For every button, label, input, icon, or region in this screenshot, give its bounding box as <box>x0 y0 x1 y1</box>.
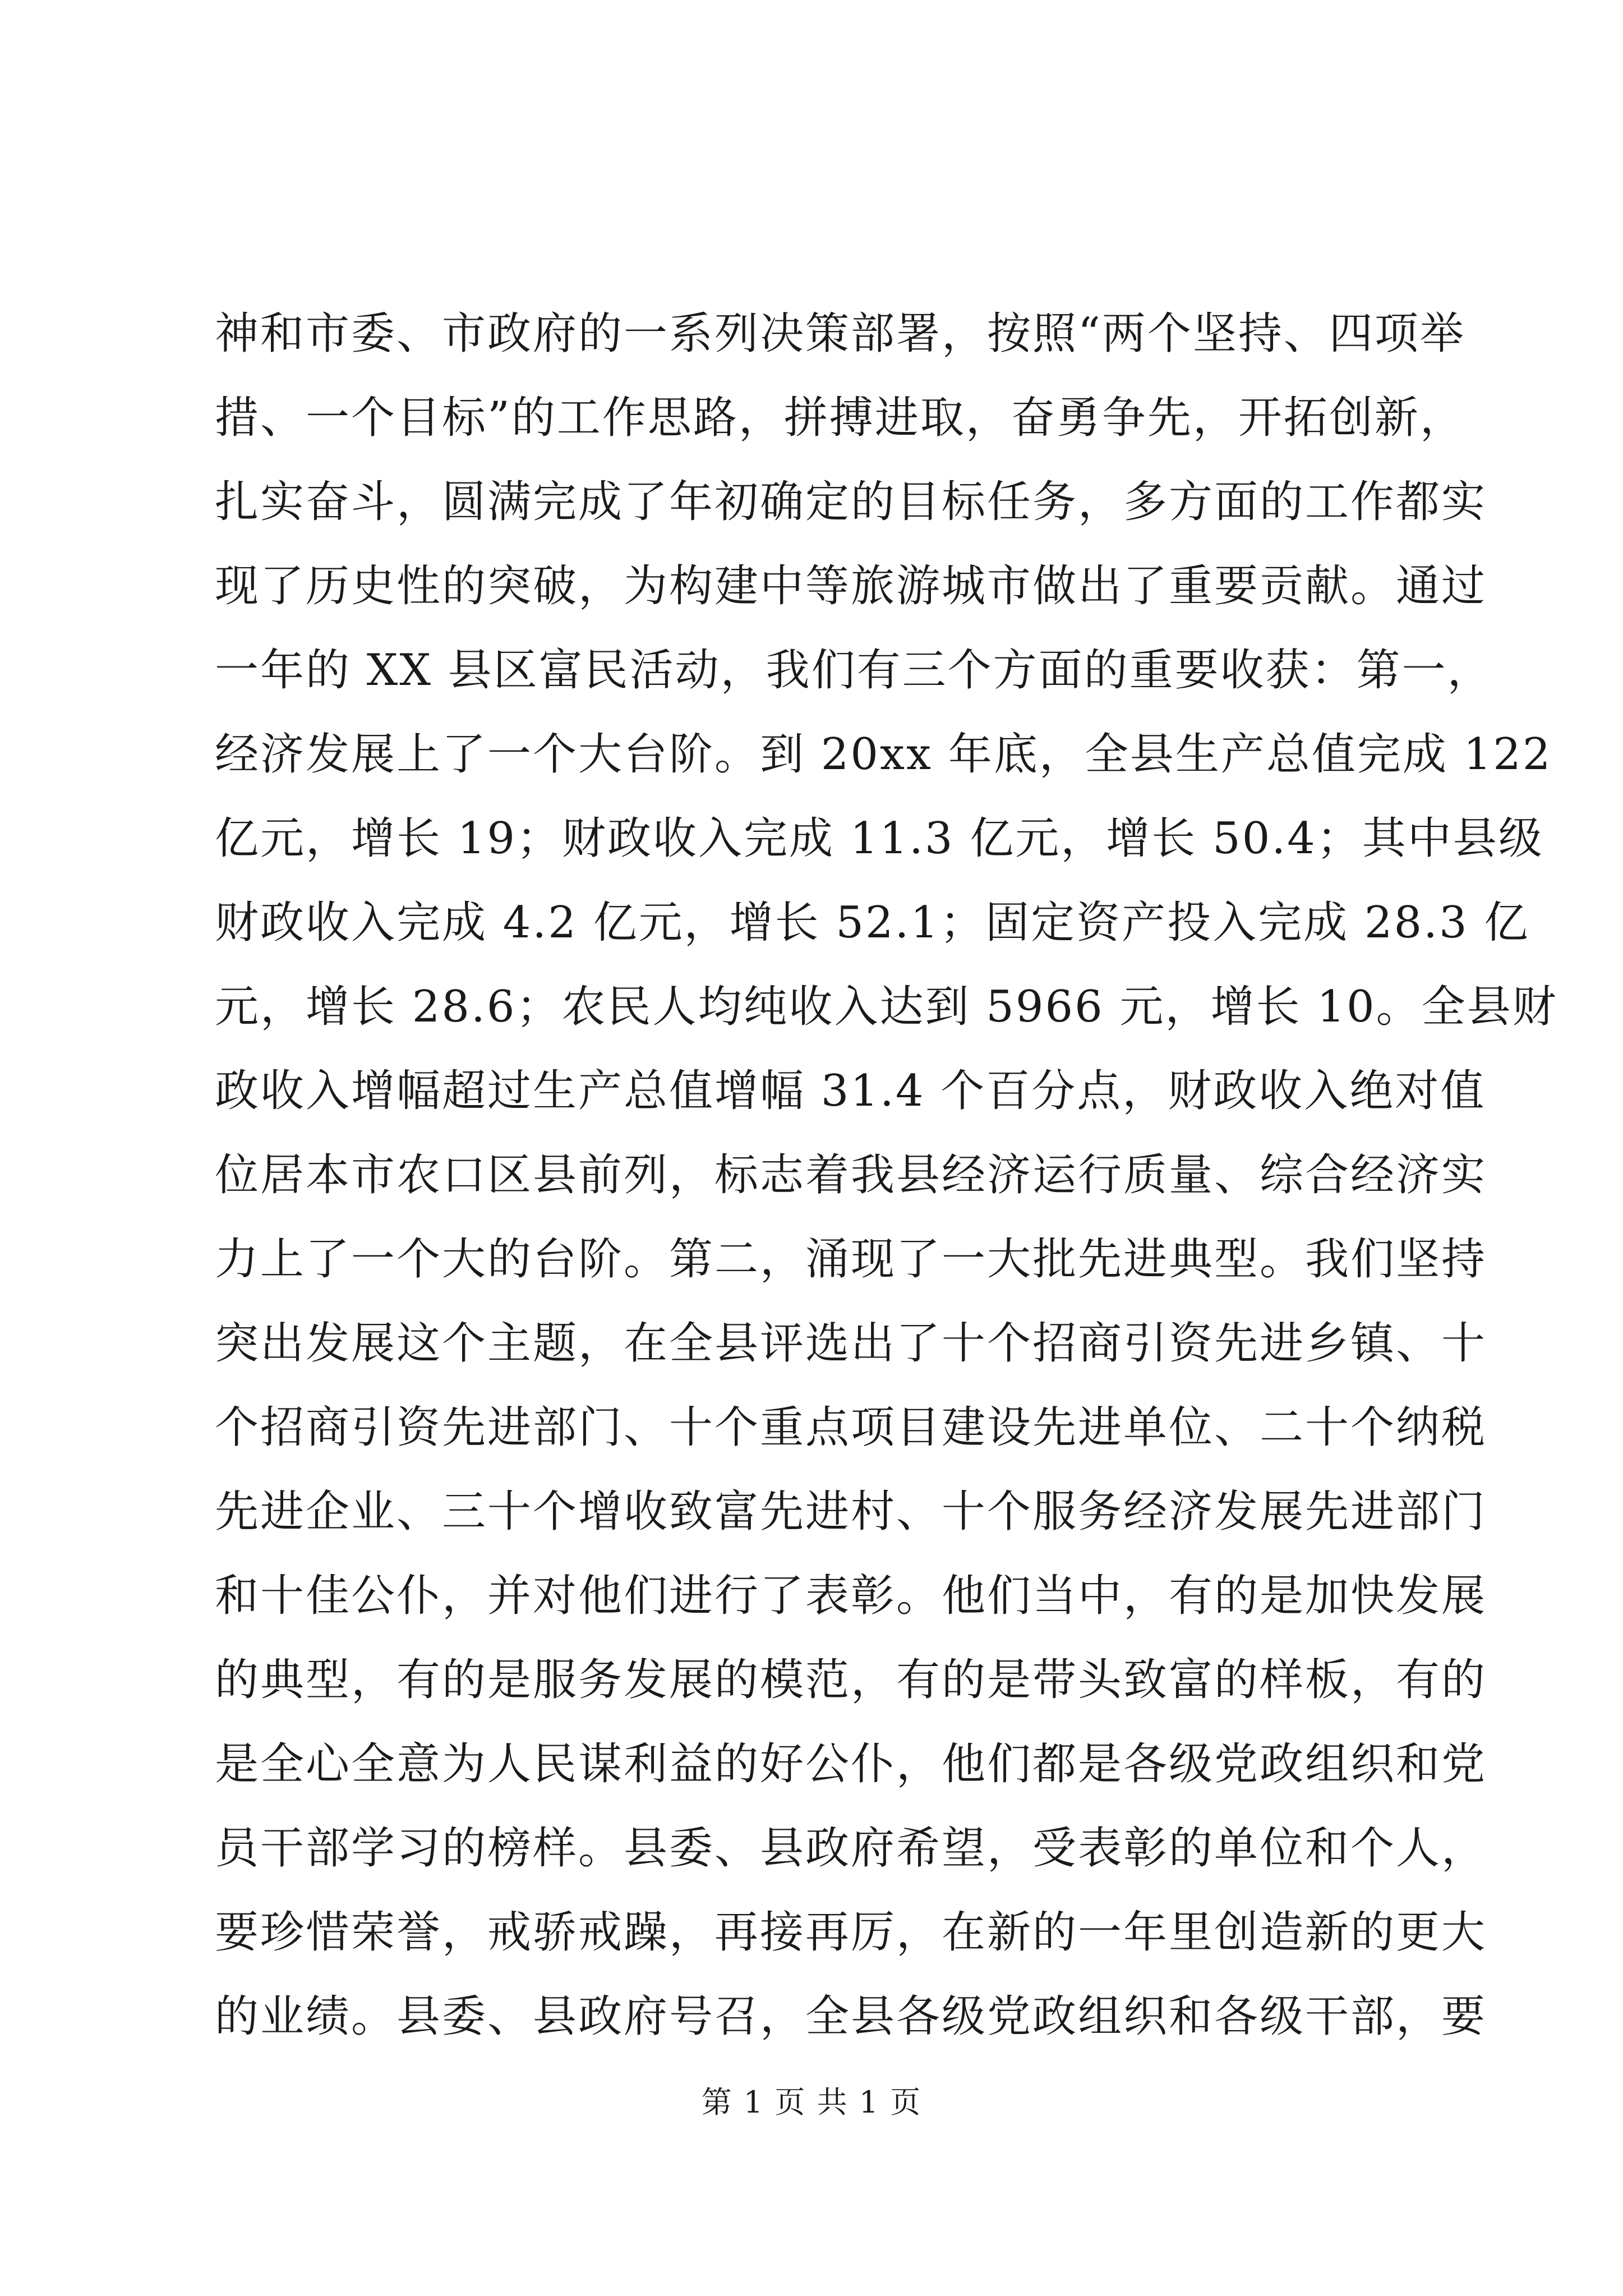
text-line: 神和市委、市政府的一系列决策部署，按照“两个坚持、四项举 <box>215 309 1465 359</box>
text-line: 先进企业、三十个增收致富先进村、十个服务经济发展先进部门 <box>215 1487 1487 1537</box>
text-line: 突出发展这个主题，在全县评选出了十个招商引资先进乡镇、十 <box>215 1318 1487 1369</box>
text-line: 措、一个目标”的工作思路，拼搏进取，奋勇争先，开拓创新， <box>215 393 1465 443</box>
text-line: 位居本市农口区县前列，标志着我县经济运行质量、综合经济实 <box>215 1150 1487 1200</box>
text-line: 要珍惜荣誉，戒骄戒躁，再接再厉，在新的一年里创造新的更大 <box>215 1907 1487 1958</box>
text-line: 政收入增幅超过生产总值增幅 31.4 个百分点，财政收入绝对值 <box>215 1066 1486 1116</box>
text-line: 元，增长 28.6；农民人均纯收入达到 5966 元，增长 10。全县财 <box>215 982 1558 1032</box>
text-line: 力上了一个大的台阶。第二，涌现了一大批先进典型。我们坚持 <box>215 1234 1487 1285</box>
text-line: 个招商引资先进部门、十个重点项目建设先进单位、二十个纳税 <box>215 1402 1487 1453</box>
text-line: 亿元，增长 19；财政收入完成 11.3 亿元，增长 50.4；其中县级 <box>215 813 1544 864</box>
text-line: 扎实奋斗，圆满完成了年初确定的目标任务，多方面的工作都实 <box>215 477 1487 527</box>
page-number-label: 第 1 页 共 1 页 <box>701 2085 922 2120</box>
text-line: 经济发展上了一个大台阶。到 20xx 年底，全县生产总值完成 122 <box>215 729 1552 780</box>
text-line: 的典型，有的是服务发展的模范，有的是带头致富的样板，有的 <box>215 1655 1487 1705</box>
text-line: 和十佳公仆，并对他们进行了表彰。他们当中，有的是加快发展 <box>215 1571 1487 1621</box>
text-line: 财政收入完成 4.2 亿元，增长 52.1；固定资产投入完成 28.3 亿 <box>215 898 1530 948</box>
text-line: 是全心全意为人民谋利益的好公仆，他们都是各级党政组织和党 <box>215 1739 1487 1789</box>
text-line: 的业绩。县委、县政府号召，全县各级党政组织和各级干部，要 <box>215 1991 1487 2042</box>
body-paragraph <box>215 292 1558 2059</box>
text-line: 一年的 XX 县区富民活动，我们有三个方面的重要收获：第一， <box>215 645 1493 696</box>
page-footer <box>0 2078 1623 2122</box>
text-line: 现了历史性的突破，为构建中等旅游城市做出了重要贡献。通过 <box>215 561 1487 611</box>
text-line: 员干部学习的榜样。县委、县政府希望，受表彰的单位和个人， <box>215 1823 1487 1874</box>
